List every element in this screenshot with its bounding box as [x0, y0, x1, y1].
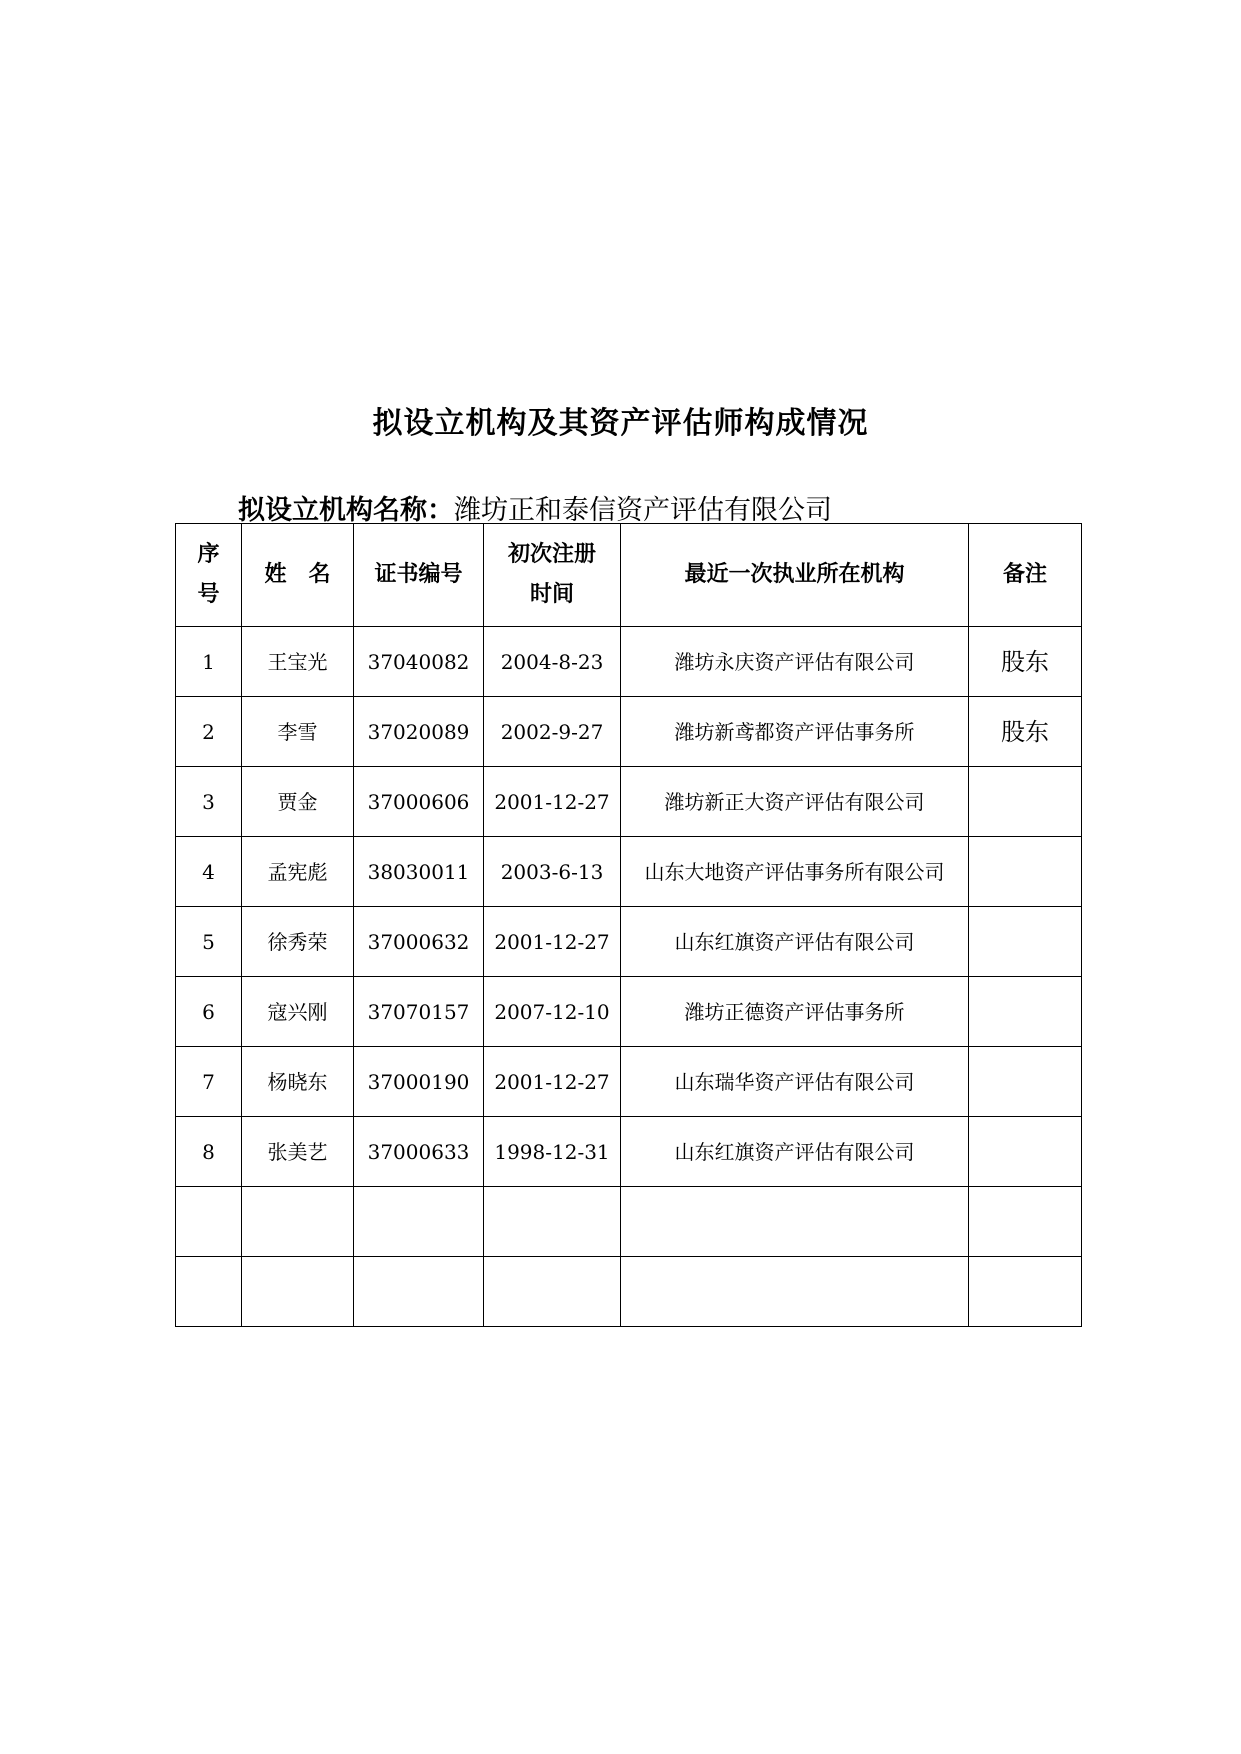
cell-registration-date: 2004-8-23	[484, 627, 621, 697]
organization-label: 拟设立机构名称：	[238, 495, 454, 526]
cell-cert-number: 37000606	[354, 767, 484, 837]
cell-note	[969, 1257, 1082, 1327]
table-row	[176, 837, 1082, 907]
cell-last-organization: 潍坊新鸢都资产评估事务所	[621, 697, 969, 767]
table-header-row	[176, 524, 1082, 627]
cell-seq: 8	[176, 1117, 242, 1187]
table-row	[176, 907, 1082, 977]
cell-note	[969, 837, 1082, 907]
header-name: 姓 名	[242, 524, 354, 627]
cell-cert-number	[354, 1257, 484, 1327]
cell-cert-number: 37000632	[354, 907, 484, 977]
cell-note: 股东	[969, 627, 1082, 697]
cell-last-organization: 山东红旗资产评估有限公司	[621, 1117, 969, 1187]
cell-cert-number: 37000633	[354, 1117, 484, 1187]
cell-last-organization: 潍坊永庆资产评估有限公司	[621, 627, 969, 697]
cell-seq: 7	[176, 1047, 242, 1117]
cell-registration-date: 2002-9-27	[484, 697, 621, 767]
cell-note	[969, 1047, 1082, 1117]
cell-seq	[176, 1257, 242, 1327]
table-row	[176, 767, 1082, 837]
cell-registration-date: 2001-12-27	[484, 767, 621, 837]
cell-registration-date: 1998-12-31	[484, 1117, 621, 1187]
cell-registration-date: 2001-12-27	[484, 1047, 621, 1117]
cell-registration-date: 2001-12-27	[484, 907, 621, 977]
cell-seq: 3	[176, 767, 242, 837]
table-row	[176, 1257, 1082, 1327]
cell-note	[969, 767, 1082, 837]
cell-cert-number	[354, 1187, 484, 1257]
header-note: 备注	[969, 524, 1082, 627]
cell-seq: 4	[176, 837, 242, 907]
cell-registration-date: 2003-6-13	[484, 837, 621, 907]
header-cert-number: 证书编号	[354, 524, 484, 627]
cell-seq: 1	[176, 627, 242, 697]
cell-seq: 5	[176, 907, 242, 977]
cell-last-organization: 山东大地资产评估事务所有限公司	[621, 837, 969, 907]
cell-last-organization: 潍坊正德资产评估事务所	[621, 977, 969, 1047]
cell-note	[969, 907, 1082, 977]
cell-note: 股东	[969, 697, 1082, 767]
cell-cert-number: 37070157	[354, 977, 484, 1047]
cell-registration-date	[484, 1187, 621, 1257]
cell-registration-date	[484, 1257, 621, 1327]
table-row	[176, 627, 1082, 697]
cell-name: 张美艺	[242, 1117, 354, 1187]
cell-name	[242, 1257, 354, 1327]
header-last-organization: 最近一次执业所在机构	[621, 524, 969, 627]
cell-name: 李雪	[242, 697, 354, 767]
cell-cert-number: 38030011	[354, 837, 484, 907]
cell-cert-number: 37020089	[354, 697, 484, 767]
cell-note	[969, 1117, 1082, 1187]
table-row	[176, 1047, 1082, 1117]
cell-note	[969, 1187, 1082, 1257]
cell-cert-number: 37040082	[354, 627, 484, 697]
cell-name: 孟宪彪	[242, 837, 354, 907]
cell-name: 寇兴刚	[242, 977, 354, 1047]
header-seq: 序 号	[176, 524, 242, 627]
cell-last-organization: 山东红旗资产评估有限公司	[621, 907, 969, 977]
table-row	[176, 1187, 1082, 1257]
table-row	[176, 1117, 1082, 1187]
document-title: 拟设立机构及其资产评估师构成情况	[372, 406, 869, 441]
cell-name: 杨晓东	[242, 1047, 354, 1117]
cell-seq: 6	[176, 977, 242, 1047]
cell-note	[969, 977, 1082, 1047]
cell-last-organization: 山东瑞华资产评估有限公司	[621, 1047, 969, 1117]
appraiser-roster-table	[175, 523, 1082, 1327]
cell-last-organization	[621, 1187, 969, 1257]
cell-name	[242, 1187, 354, 1257]
cell-cert-number: 37000190	[354, 1047, 484, 1117]
cell-last-organization: 潍坊新正大资产评估有限公司	[621, 767, 969, 837]
cell-seq: 2	[176, 697, 242, 767]
organization-name: 潍坊正和泰信资产评估有限公司	[454, 495, 832, 526]
table-body	[176, 627, 1082, 1327]
cell-seq	[176, 1187, 242, 1257]
header-registration-date: 初次注册 时间	[484, 524, 621, 627]
cell-last-organization	[621, 1257, 969, 1327]
cell-registration-date: 2007-12-10	[484, 977, 621, 1047]
organization-line	[238, 488, 832, 527]
cell-name: 徐秀荣	[242, 907, 354, 977]
table-row	[176, 977, 1082, 1047]
cell-name: 贾金	[242, 767, 354, 837]
table-row	[176, 697, 1082, 767]
cell-name: 王宝光	[242, 627, 354, 697]
